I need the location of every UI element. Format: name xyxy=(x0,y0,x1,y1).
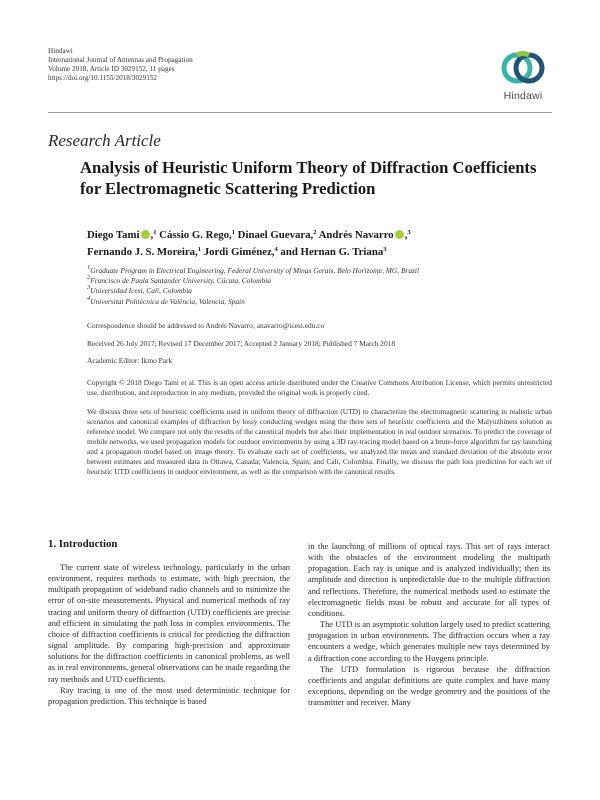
author-name: Cássio G. Rego, xyxy=(156,229,232,241)
academic-editor: Academic Editor: Ikmo Park xyxy=(87,356,173,365)
author-name: Jordi Giménez, xyxy=(201,246,275,258)
author-name: Dinael Guevara, xyxy=(234,229,314,241)
copyright-notice: Copyright © 2018 Diego Tami et al. This is an open access article distributed under the Creative Commons Attribution License, which permits unrestricted use, distribution, and reproduction in any medium, provided the original work is properly cited. xyxy=(87,378,552,397)
paragraph: Ray tracing is one of the most used deterministic technique for propagation prediction. This technique is based xyxy=(48,685,290,706)
publication-dates: Received 26 July 2017; Revised 17 December 2017; Accepted 2 January 2018; Published 7 March 2018 xyxy=(87,339,396,348)
affiliation: $^4$Universitat Politècnica de València, Valencia, Spain xyxy=(87,294,245,306)
author-name: Fernando J. S. Moreira, xyxy=(87,246,198,258)
author-list: Diego Tami ,$^1$ Cássio G. Rego,$^1$ Dinael Guevara,$^2$ Andrés Navarro ,$^3$ Fernando J. S. Moreira,$^1$ Jordi Giménez,$^4$ and Hernan G. Triana$^3$ xyxy=(87,229,411,258)
paragraph: The UTD formulation is rigorous because the diffraction coefficients and angular definitions are quite complex and have many exceptions, depending on the wedge geometry and the positions of the transmitter and receiver. Many xyxy=(308,664,550,708)
paragraph: The UTD is an asymptotic solution largely used to predict scattering propagation in urban environments. The diffraction occurs when a ray encounters a wedge, which generates multiple new rays determined by a diffraction cone according to the Huygens principle. xyxy=(308,620,550,663)
orcid-icon[interactable] xyxy=(141,230,150,239)
correspondence: Correspondence should be addressed to Andrés Navarro; anavarro@icesi.edu.co xyxy=(87,321,325,330)
header-divider xyxy=(48,112,552,113)
left-column xyxy=(48,562,290,707)
hindawi-logo[interactable] xyxy=(493,48,553,108)
volume-info: Volume 2018, Article ID 3029152, 11 pages xyxy=(48,65,175,73)
publisher-name: Hindawi xyxy=(48,47,73,55)
author-name: Andrés Navarro xyxy=(316,229,394,241)
section-heading: 1. Introduction xyxy=(48,538,118,550)
affiliation: $^3$Universidad Icesi, Cali, Colombia xyxy=(87,284,192,296)
affiliation: $^2$Francisco de Paula Santander University, Cúcuta, Colombia xyxy=(87,274,271,286)
doi-link[interactable]: https://doi.org/10.1155/2018/3029152 xyxy=(48,74,158,82)
hindawi-logo-icon xyxy=(493,48,553,90)
article-title: Analysis of Heuristic Uniform Theory of Diffraction Coefficients for Electromagnetic Scattering Prediction xyxy=(80,158,537,198)
orcid-icon[interactable] xyxy=(395,230,404,239)
affiliation-list xyxy=(87,266,547,307)
paragraph: The current state of wireless technology, particularly in the urban environment, requires methods to estimate, with high precision, the multipath propagation of wideband radio channels and to minimize the error of on-site measurements. Physical and numerical methods of ray tracing and uniform theory of diffraction (UTD) coefficients are precise and efficient in simulating the path loss in complex environments. The choice of diffraction coefficients is critical for predicting the diffraction signal amplitude. By comparing high-precision and approximate solutions for the diffraction coefficients in canonical problems, as well as in real environments, general observations can be made regarding the ray methods and UTD coefficients. xyxy=(48,563,290,684)
author-name: Diego Tami xyxy=(87,229,140,241)
right-column xyxy=(308,541,550,708)
author-name: and Hernan G. Triana xyxy=(277,246,384,258)
paragraph: in the launching of millions of optical rays. This set of rays interact with the obstacles of the environment modeling the multipath propagation. Each ray is unique and is analyzed individually; then its amplitude and direction is unpredictable due to the multiple diffraction and reflections. Therefore, the numerical methods used to estimate the electromagnetic fields must be robust and accurate for all types of conditions. xyxy=(308,542,550,618)
journal-name: International Journal of Antennas and Propagation xyxy=(48,56,193,64)
abstract: We discuss three sets of heuristic coefficients used in uniform theory of diffraction (UTD) to characterize the electromagnetic scattering in realistic urban scenarios and canonical examples of diffraction by lossy conducting wedges using the three sets of heuristic coefficients and the Malyuzhinets solution as reference model. We compare not only the results of the canonical models but also their implementation in real outdoor scenarios. To predict the coverage of mobile networks, we used propagation models for outdoor environments by using a 3D ray-tracing model based on a brute-force algorithm for ray launching and a propagation model based on image theory. To evaluate each set of coefficients, we analyzed the mean and standard deviation of the absolute error between estimates and measured data in Ottawa, Canada; Valencia, Spain; and Cali, Colombia. Finally, we discuss the path loss prediction for each set of heuristic UTD coefficients in outdoor environment, as well as the comparison with the canonical results. xyxy=(87,407,552,476)
logo-text: Hindawi xyxy=(503,90,543,102)
affiliation: $^1$Graduate Program in Electrical Engineering, Federal University of Minas Gerais, Belo Horizonte, MG, Brazil xyxy=(87,264,420,275)
article-type: Research Article xyxy=(48,131,161,150)
